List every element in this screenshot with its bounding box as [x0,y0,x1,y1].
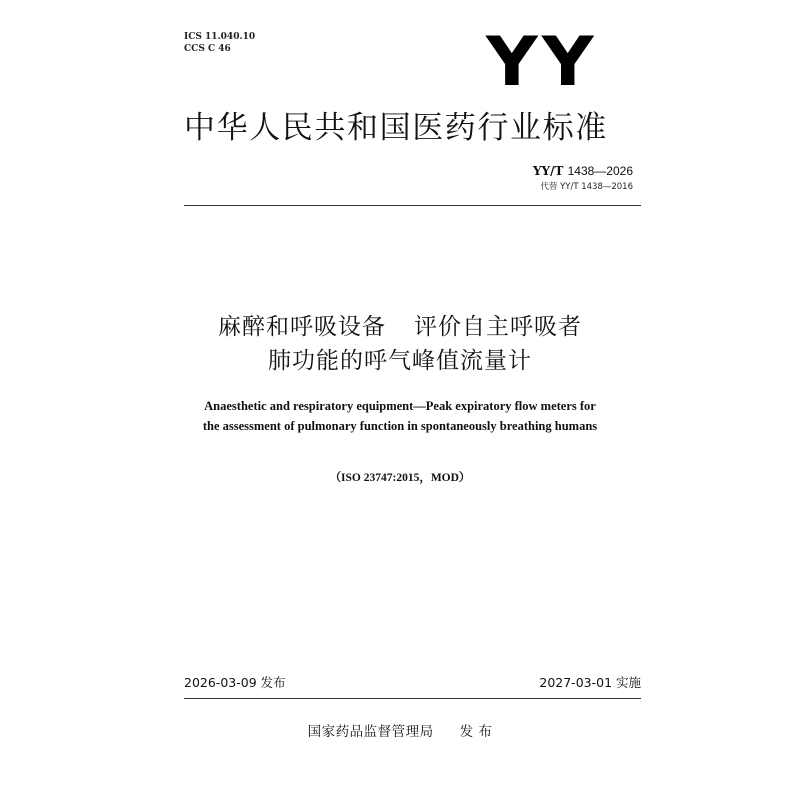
english-title-line2: the assessment of pulmonary function in spontaneously breathing humans [202,419,598,433]
publisher-name: 国家药品监督管理局 [307,724,434,740]
standard-number [533,163,633,179]
iso-reference: （ISO 23747:2015，MOD） [329,472,471,484]
publisher [0,722,800,742]
replaces-label: 代替 [540,182,558,192]
header-divider [184,205,641,206]
ccs-code: CCS C 46 [184,44,231,54]
replaces-number: 1438—2016 [581,182,633,192]
footer-divider [184,698,641,699]
publish-date: 2026-03-09 发布 [184,675,286,690]
publish-word: 发 布 [459,724,493,740]
implement-date: 2027-03-01 实施 [539,675,641,690]
standard-number-prefix: YY/T [532,164,564,178]
yy-logo: YY [486,23,598,102]
classification-codes [184,31,255,55]
english-title-line1: Anaesthetic and respiratory equipment—Peak expiratory flow meters for [204,399,596,413]
chinese-title-part1: 麻醉和呼吸设备 [218,314,386,340]
ics-code: ICS 11.040.10 [184,32,256,42]
replaces-prefix: YY/T [560,182,579,192]
chinese-title [0,310,800,378]
standard-number-value: 1438—2026 [567,164,633,178]
replaces-standard [540,181,633,193]
chinese-title-part2: 评价自主呼吸者 [414,314,582,340]
chinese-title-line2: 肺功能的呼气峰值流量计 [268,348,532,374]
english-title [0,396,800,436]
chinese-title-line1 [0,310,800,344]
standard-category-title: 中华人民共和国医药行业标准 [184,110,608,146]
